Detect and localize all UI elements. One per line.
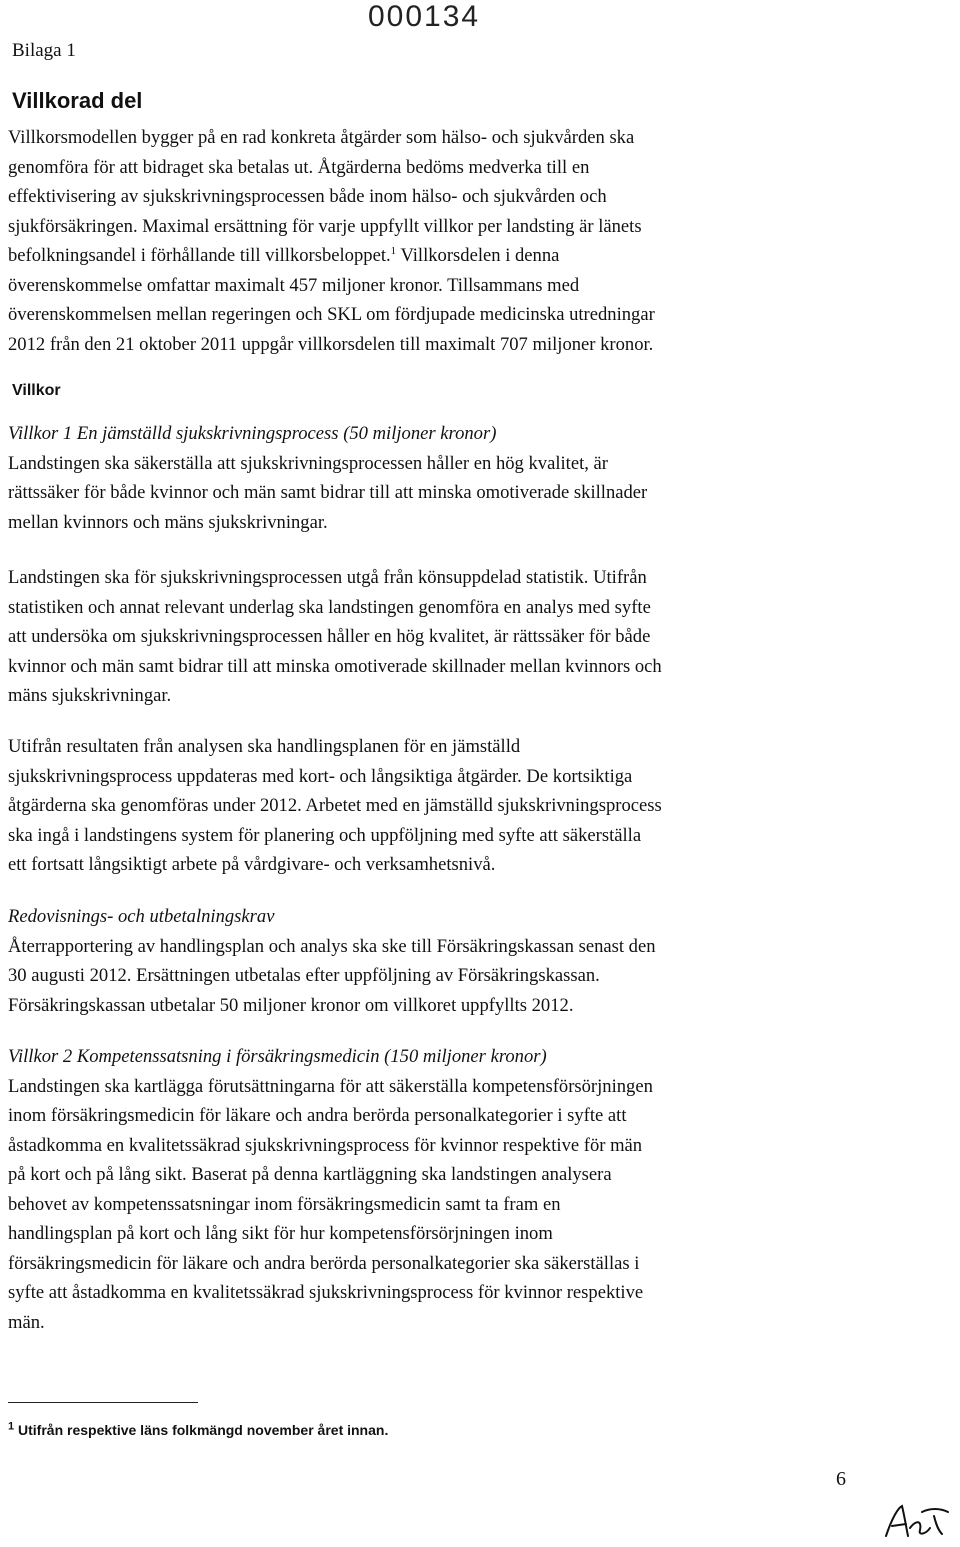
reporting-title: Redovisnings- och utbetalningskrav <box>8 906 275 927</box>
villkor-2-title: Villkor 2 Kompetenssatsning i försäkringsmedicin (150 miljoner kronor) <box>8 1046 547 1067</box>
handwritten-initials-signature <box>882 1498 952 1542</box>
villkor-1-section: Villkor 1 En jämställd sjukskrivningsprocess (50 miljoner kronor) Landstingen ska säkerställa att sjukskrivningsprocessen håller en hög kvalitet, är rättssäker för både kvinnor och män samt bidrar till att minska omotiverade skillnader mellan kvinnors och mäns sjukskrivningar. <box>8 419 948 537</box>
appendix-label: Bilaga 1 <box>12 40 76 61</box>
villkor-1-reporting: Redovisnings- och utbetalningskrav Återrapportering av handlingsplan och analys ska ske till Försäkringskassan senast den 30 augusti 2012. Ersättningen utbetalas efter uppföljning av Försäkringskassan. Försäkringskassan utbetalar 50 miljoner kronor om villkoret uppfyllts 2012. <box>8 902 948 1020</box>
villkor-1-paragraph-3: Utifrån resultaten från analysen ska handlingsplanen för en jämställd sjukskrivningsprocess uppdateras med kort- och långsiktiga åtgärder. De kortsiktiga åtgärderna ska genomföras under 2012. Arbetet med en jämställd sjukskrivningsprocess ska ingå i landstingens system för planering och uppföljning med syfte att säkerställa ett fortsatt långsiktigt arbete på vårdgivare- och verksamhetsnivå. <box>8 736 662 875</box>
villkor-heading: Villkor <box>12 382 61 399</box>
footnote-reference: 1 <box>390 244 397 257</box>
footnote: $^1$ Utifrån respektive läns folkmängd november året innan. <box>8 1420 389 1438</box>
footnote-divider <box>8 1402 198 1403</box>
intro-paragraph: Villkorsmodellen bygger på en rad konkreta åtgärder som hälso- och sjukvården ska genomföra för att bidraget ska betalas ut. Åtgärderna bedöms medverka till en effektivisering av sjukskrivningsprocessen både inom hälso- och sjukvården och sjukförsäkringen. Maximal ersättning för varje uppfyllt villkor per landsting är länets befolkningsandel i förhållande till villkorsbeloppet.$^1$ Villkorsdelen i denna överenskommelse omfattar maximalt 457 miljoner kronor. Tillsammans med överenskommelsen mellan regeringen och SKL om fördjupade medicinska utredningar 2012 från den 21 oktober 2011 uppgår villkorsdelen till maximalt 707 miljoner kronor. <box>8 127 655 355</box>
page-stamp-number: 000134 <box>368 0 481 33</box>
page-number: 6 <box>836 1468 846 1490</box>
villkor-1-title: Villkor 1 En jämställd sjukskrivningsprocess (50 miljoner kronor) <box>8 423 497 444</box>
villkor-1-paragraph-2: Landstingen ska för sjukskrivningsprocessen utgå från könsuppdelad statistik. Utifrån statistiken och annat relevant underlag ska landstingen genomföra en analys med syfte att undersöka om sjukskrivningsprocessen håller en hög kvalitet, är rättssäker för både kvinnor och män samt bidrar till att minska omotiverade skillnader mellan kvinnors och mäns sjukskrivningar. <box>8 567 662 706</box>
villkor-2-section: Villkor 2 Kompetenssatsning i försäkringsmedicin (150 miljoner kronor) Landstingen ska kartlägga förutsättningarna för att säkerställa kompetensförsörjningen inom försäkringsmedicin för läkare och andra berörda personalkategorier i syfte att åstadkomma en kvalitetssäkrad sjukskrivningsprocess för kvinnor respektive för män på kort och på lång sikt. Baserat på denna kartläggning ska landstingen analysera behovet av kompetenssatsningar inom försäkringsmedicin samt ta fram en handlingsplan på kort och lång sikt för hur kompetensförsörjningen inom försäkringsmedicin för läkare och andra berörda personalkategorier ska säkerställas i syfte att åstadkomma en kvalitetssäkrad sjukskrivningsprocess för kvinnor respektive män. <box>8 1042 948 1337</box>
section-title: Villkorad del <box>12 88 143 113</box>
